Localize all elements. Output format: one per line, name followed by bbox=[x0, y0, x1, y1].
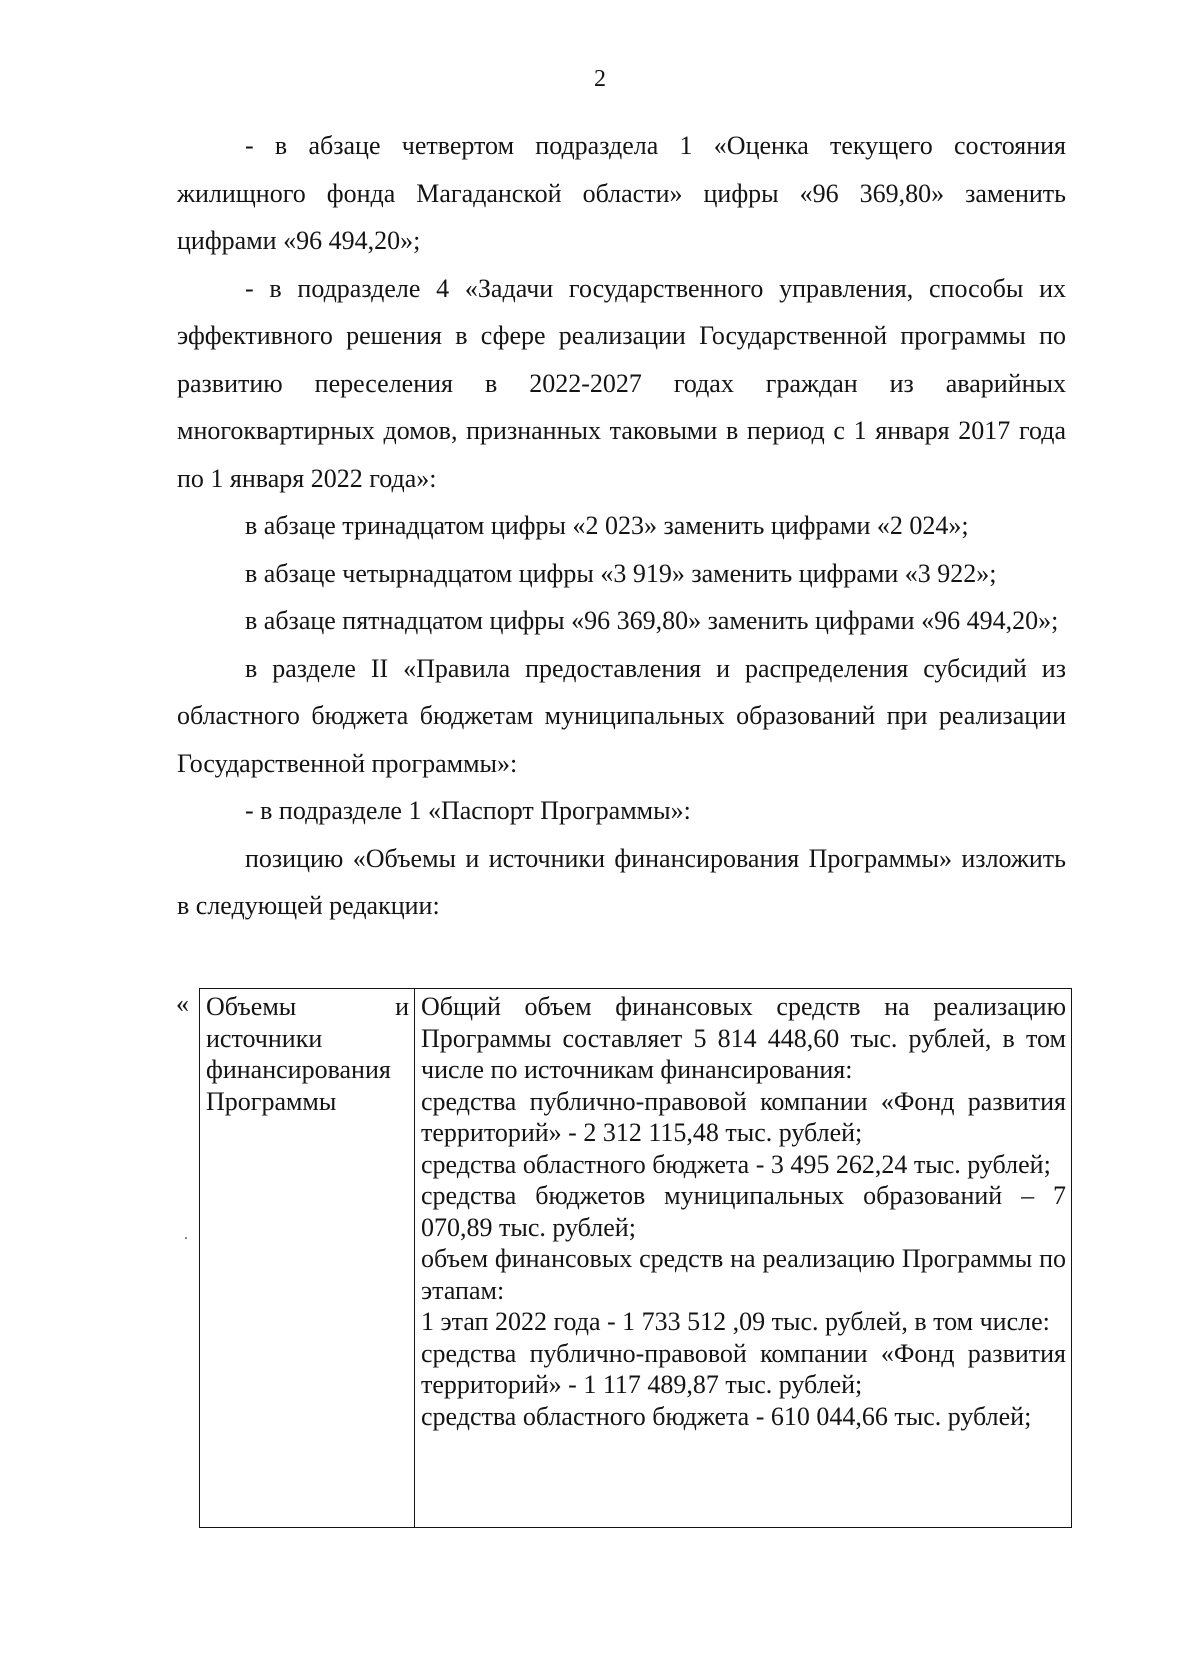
document-body bbox=[177, 122, 1066, 930]
cell-line: средства областного бюджета - 3 495 262,24 тыс. рублей; bbox=[421, 1149, 1051, 1179]
paragraph: в разделе II «Правила предоставления и распределения субсидий из областного бюджета бюджетам муниципальных образований при реализации Государственной программы»: bbox=[177, 653, 1066, 778]
paragraph: - в подразделе 4 «Задачи государственного управления, способы их эффективного решения в сфере реализации Государственной программы по развитию переселения в 2022-2027 годах граждан из аварийных многоквартирных домов, признанных таковыми в период с 1 января 2017 года по 1 января 2022 года»: bbox=[177, 273, 1066, 493]
table-cell-content bbox=[415, 989, 1072, 1528]
page-number: 2 bbox=[594, 66, 606, 92]
cell-line: Общий объем финансовых средств на реализацию Программы составляет 5 814 448,60 тыс. рублей, в том числе по источникам финансирования: bbox=[421, 992, 1066, 1084]
cell-line: средства публично-правовой компании «Фонд развития территорий» - 1 117 489,87 тыс. рублей; bbox=[421, 1338, 1066, 1399]
paragraph: в абзаце четырнадцатом цифры «3 919» заменить цифрами «3 922»; bbox=[245, 558, 997, 588]
financing-table-block bbox=[168, 988, 1072, 1528]
cell-line: средства областного бюджета - 610 044,66 тыс. рублей; bbox=[421, 1401, 1032, 1431]
financing-table bbox=[199, 988, 1072, 1528]
opening-quote: « bbox=[176, 989, 189, 1018]
cell-line: объем финансовых средств на реализацию Программы по этапам: bbox=[421, 1244, 1066, 1305]
table-cell-label: Объемы и источники финансирования Программы bbox=[200, 989, 415, 1528]
scan-speck bbox=[185, 1237, 187, 1239]
paragraph: в абзаце пятнадцатом цифры «96 369,80» заменить цифрами «96 494,20»; bbox=[245, 606, 1059, 635]
paragraph: - в подразделе 1 «Паспорт Программы»: bbox=[245, 796, 691, 825]
paragraph: - в абзаце четвертом подраздела 1 «Оценка текущего состояния жилищного фонда Магаданской области» цифры «96 369,80» заменить цифрами «96 494,20»; bbox=[177, 131, 1066, 255]
paragraph: в абзаце тринадцатом цифры «2 023» заменить цифрами «2 024»; bbox=[245, 511, 969, 540]
cell-line: средства публично-правовой компании «Фонд развития территорий» - 2 312 115,48 тыс. рублей; bbox=[421, 1086, 1066, 1147]
table-row bbox=[200, 989, 1072, 1528]
cell-line: 1 этап 2022 года - 1 733 512 ,09 тыс. рублей, в том числе: bbox=[421, 1307, 1050, 1336]
paragraph: позицию «Объемы и источники финансирования Программы» изложить в следующей редакции: bbox=[177, 843, 1066, 920]
cell-line: средства бюджетов муниципальных образований – 7 070,89 тыс. рублей; bbox=[421, 1181, 1066, 1242]
